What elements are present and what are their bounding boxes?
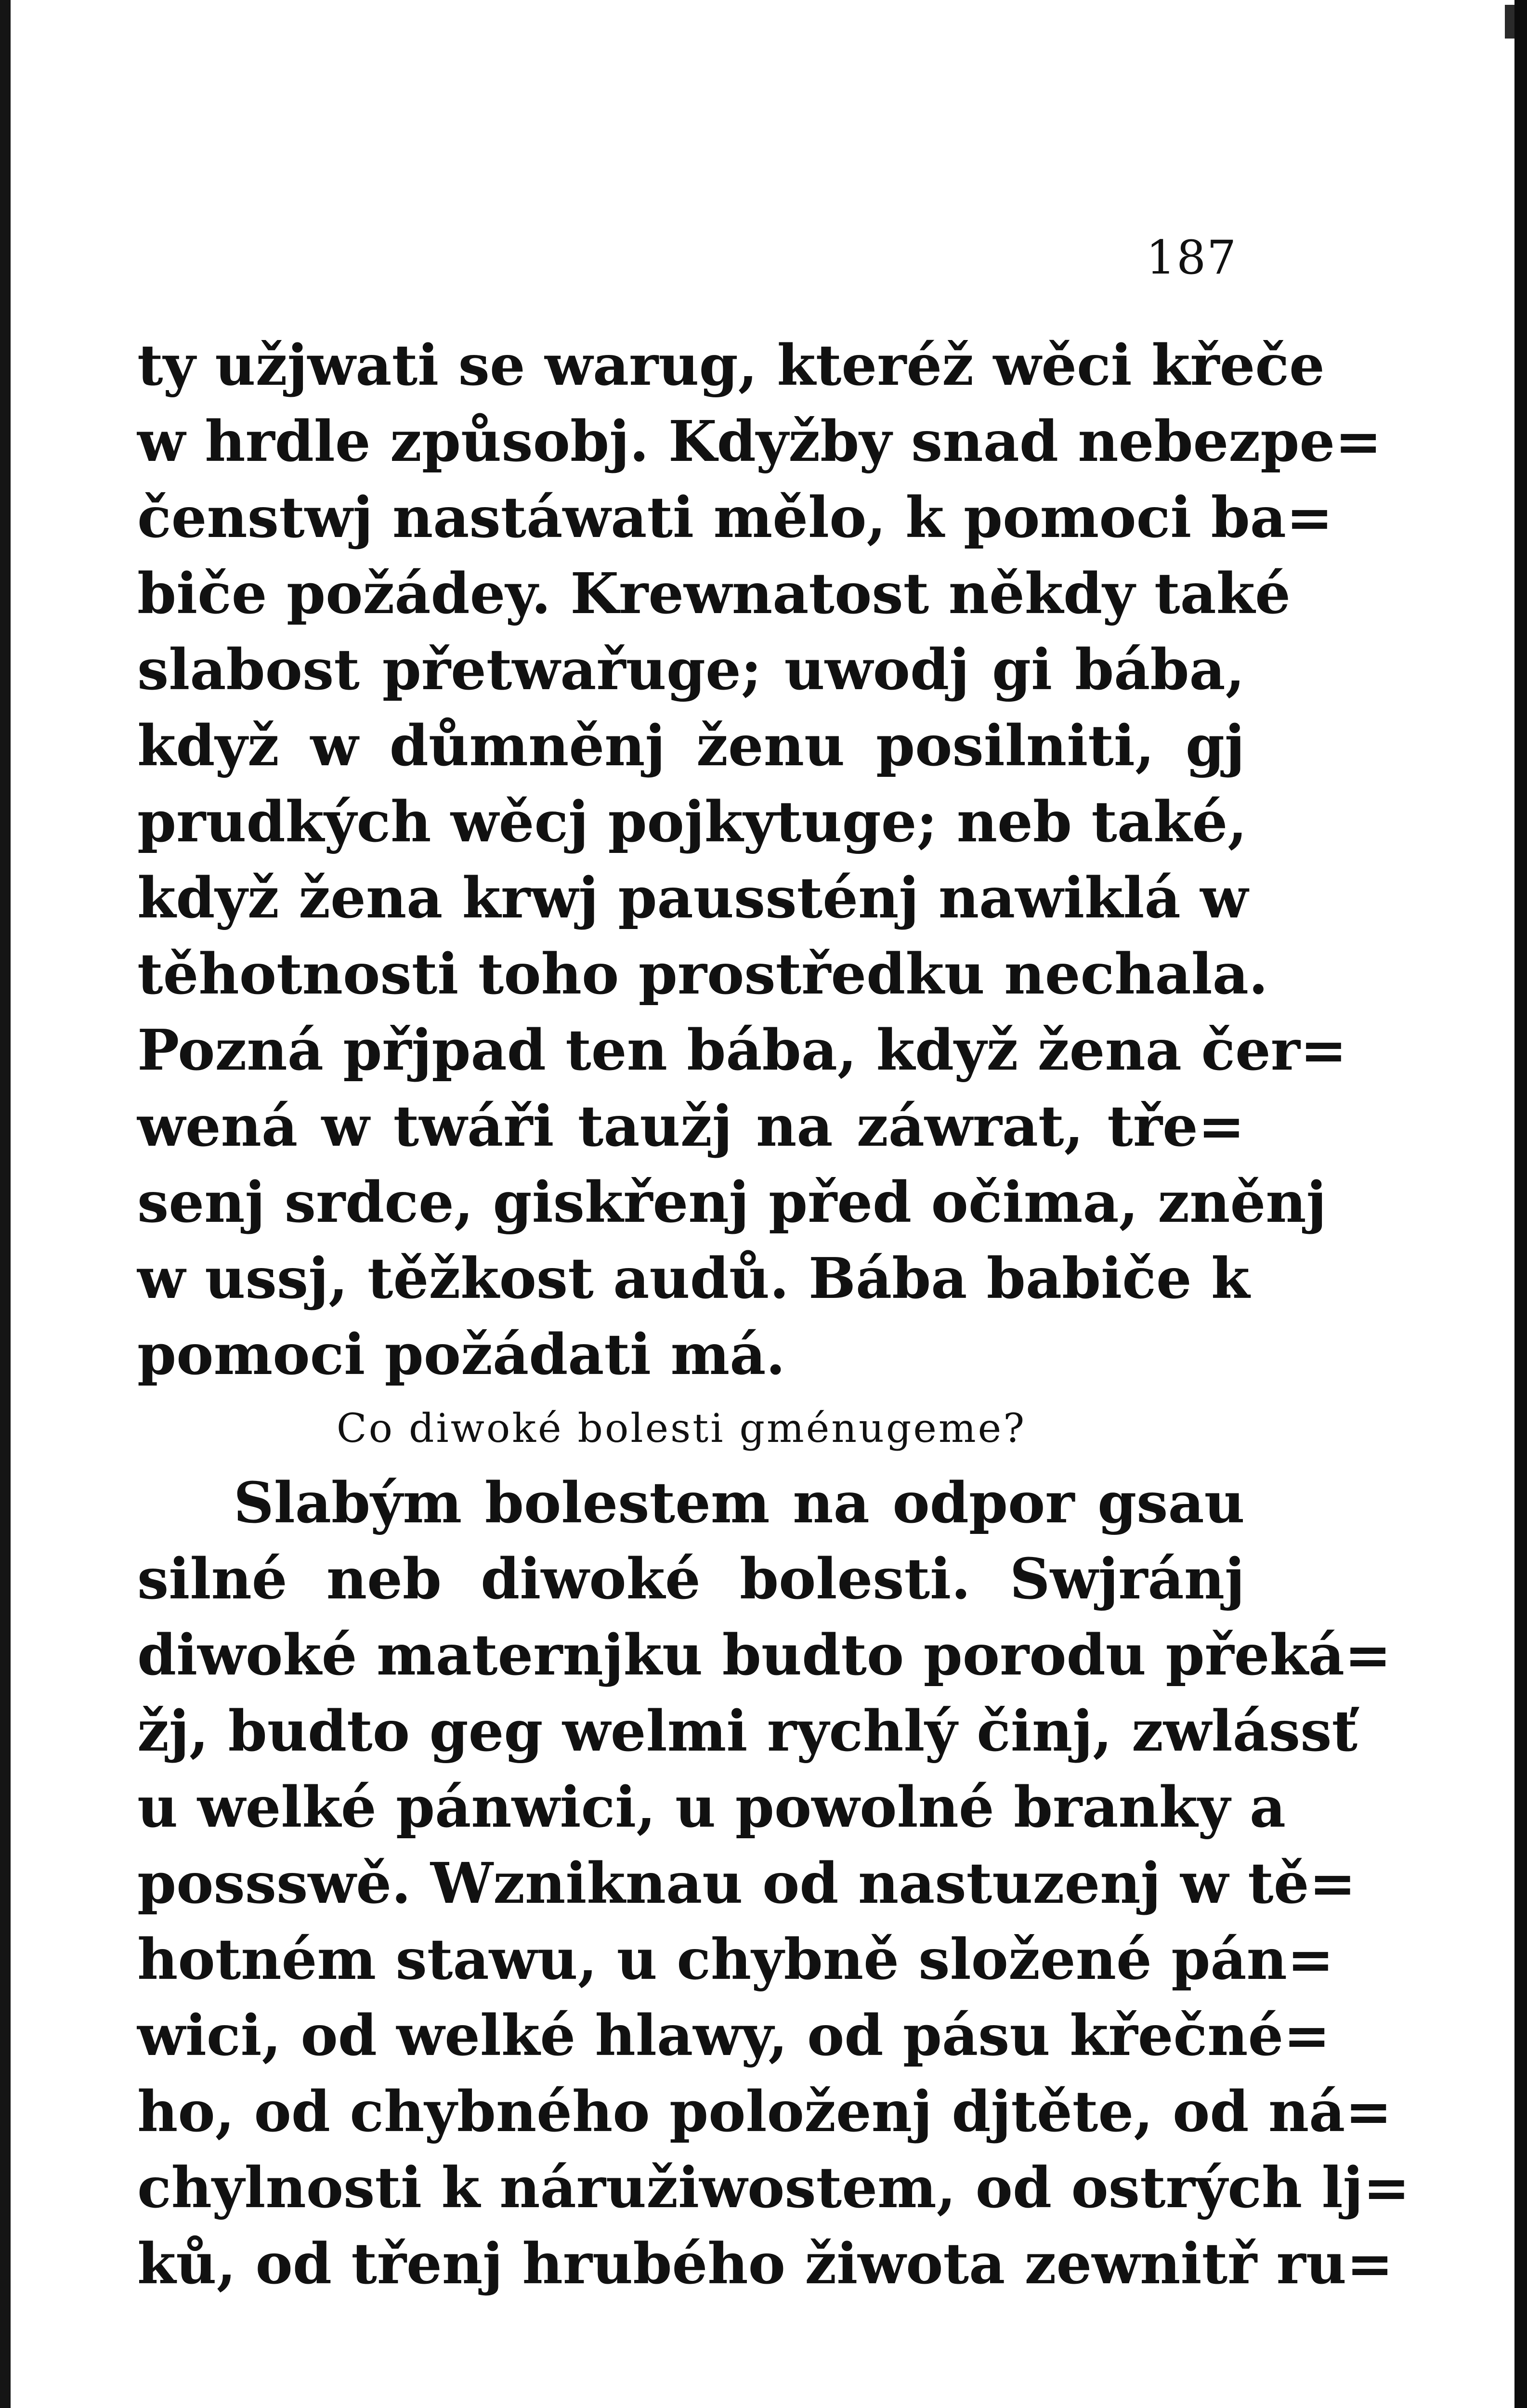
text-line: čenstwj nastáwati mělo, k pomoci ba=	[137, 485, 1333, 550]
text-line: těhotnosti toho prostředku nechala.	[137, 942, 1268, 1007]
text-line: žj, budto geg welmi rychlý činj, zwlássť	[137, 1699, 1358, 1764]
section-heading: Co diwoké bolesti gménugeme?	[336, 1406, 1027, 1452]
text-line: silné neb diwoké bolesti. Swjránj	[137, 1546, 1245, 1612]
text-line: u welké pánwici, u powolné branky a	[137, 1775, 1286, 1840]
text-line: diwoké maternjku budto porodu překá=	[137, 1623, 1392, 1688]
text-line: senj srdce, giskřenj před očima, zněnj	[137, 1170, 1327, 1235]
page-right-edge-shadow	[1514, 0, 1527, 2408]
text-line: ků, od třenj hrubého žiwota zewnitř ru=	[137, 2231, 1394, 2297]
text-line: possswě. Wzniknau od nastuzenj w tě=	[137, 1851, 1356, 1916]
text-line: wici, od welké hlawy, od pásu křečné=	[137, 2003, 1331, 2068]
text-line: pomoci požádati má.	[137, 1322, 785, 1387]
page-left-edge-shadow	[0, 0, 11, 2408]
text-line: w hrdle způsobj. Kdyžby snad nebezpe=	[137, 409, 1382, 474]
text-line: ty užjwati se warug, kteréž wěci křeče	[137, 333, 1325, 398]
text-line: prudkých wěcj pojkytuge; neb také,	[137, 789, 1247, 855]
text-line: Pozná přjpad ten bába, když žena čer=	[137, 1018, 1347, 1083]
text-line: Slabým bolestem na odpor gsau	[234, 1470, 1245, 1536]
text-line: když w důmněnj ženu posilniti, gj	[137, 713, 1245, 779]
text-line: wená w twáři taužj na záwrat, tře=	[137, 1094, 1245, 1159]
paragraph-1	[137, 327, 1382, 1393]
paragraph-2	[137, 1465, 1410, 2302]
text-line: w ussj, těžkost audů. Bába babiče k	[137, 1246, 1250, 1311]
text-line: hotném stawu, u chybně složené pán=	[137, 1927, 1334, 1992]
page-text	[137, 327, 1410, 2302]
text-line: ho, od chybného položenj djtěte, od ná=	[137, 2079, 1392, 2145]
scan-artifact	[1505, 5, 1514, 39]
text-line: chylnosti k náružiwostem, od ostrých lj=	[137, 2155, 1410, 2221]
text-line: biče požádey. Krewnatost někdy také	[137, 561, 1291, 627]
text-line: když žena krwj paussténj nawiklá w	[137, 865, 1248, 931]
text-line: slabost přetwařuge; uwodj gi bába,	[137, 637, 1245, 703]
page-number: 187	[1146, 231, 1238, 285]
